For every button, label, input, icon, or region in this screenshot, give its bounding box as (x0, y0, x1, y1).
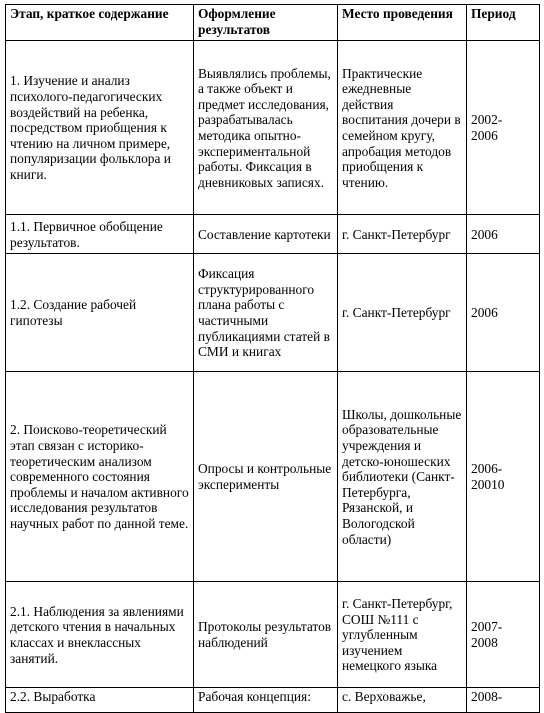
table-row (6, 372, 540, 582)
place-cell: г. Санкт-Петербург, СОШ №111 с углубленным изучением немецкого языка (338, 582, 467, 688)
stage-cell: 1. Изучение и анализ психолого-педагогических воздействий на ребенка, посредством приобщения к чтению на личном примере, популяризации фольклора и книги. (6, 41, 194, 215)
stages-table (5, 4, 540, 713)
table-row (6, 215, 540, 254)
stage-cell: 1.2. Создание рабочей гипотезы (6, 254, 194, 372)
result-cell: Составление картотеки (194, 215, 338, 254)
result-cell: Выявлялись проблемы, а также объект и предмет исследования, разрабатывалась методика опытно-экспериментальной работы. Фиксация в дневниковых записях. (194, 41, 338, 215)
period-cell: 2007- 2008 (467, 582, 540, 688)
table-row (6, 582, 540, 688)
table-row (6, 688, 540, 713)
table-header-row (6, 5, 540, 41)
stage-cell: 2.2. Выработка (6, 688, 194, 713)
table-row (6, 41, 540, 215)
place-cell: г. Санкт-Петербург (338, 254, 467, 372)
result-cell: Рабочая концепция: (194, 688, 338, 713)
result-cell: Протоколы результатов наблюдений (194, 582, 338, 688)
period-cell: 2006 (467, 254, 540, 372)
result-cell: Фиксация структурированного плана работы с частичными публикациями статей в СМИ и книгах (194, 254, 338, 372)
place-cell: Школы, дошкольные образовательные учреждения и детско-юношеских библиотеки (Санкт-Петербурга, Рязанской, и Вологодской области) (338, 372, 467, 582)
period-cell: 2002- 2006 (467, 41, 540, 215)
result-cell: Опросы и контрольные эксперименты (194, 372, 338, 582)
stage-cell: 2. Поисково-теоретический этап связан с историко-теоретическим анализом современного состояния проблемы и началом активного исследования результатов научных работ по данной теме. (6, 372, 194, 582)
table-row (6, 254, 540, 372)
header-result: Оформление результатов (194, 5, 338, 41)
header-place: Место проведения (338, 5, 467, 41)
period-cell: 2006- 20010 (467, 372, 540, 582)
place-cell: Практические ежедневные действия воспитания дочери в семейном кругу, апробация методов приобщения к чтению. (338, 41, 467, 215)
header-stage: Этап, краткое содержание (6, 5, 194, 41)
stage-cell: 2.1. Наблюдения за явлениями детского чтения в начальных классах и внеклассных занятий. (6, 582, 194, 688)
place-cell: г. Санкт-Петербург (338, 215, 467, 254)
period-cell: 2008- (467, 688, 540, 713)
place-cell: с. Верховажье, (338, 688, 467, 713)
period-cell: 2006 (467, 215, 540, 254)
stage-cell: 1.1. Первичное обобщение результатов. (6, 215, 194, 254)
header-period: Период (467, 5, 540, 41)
